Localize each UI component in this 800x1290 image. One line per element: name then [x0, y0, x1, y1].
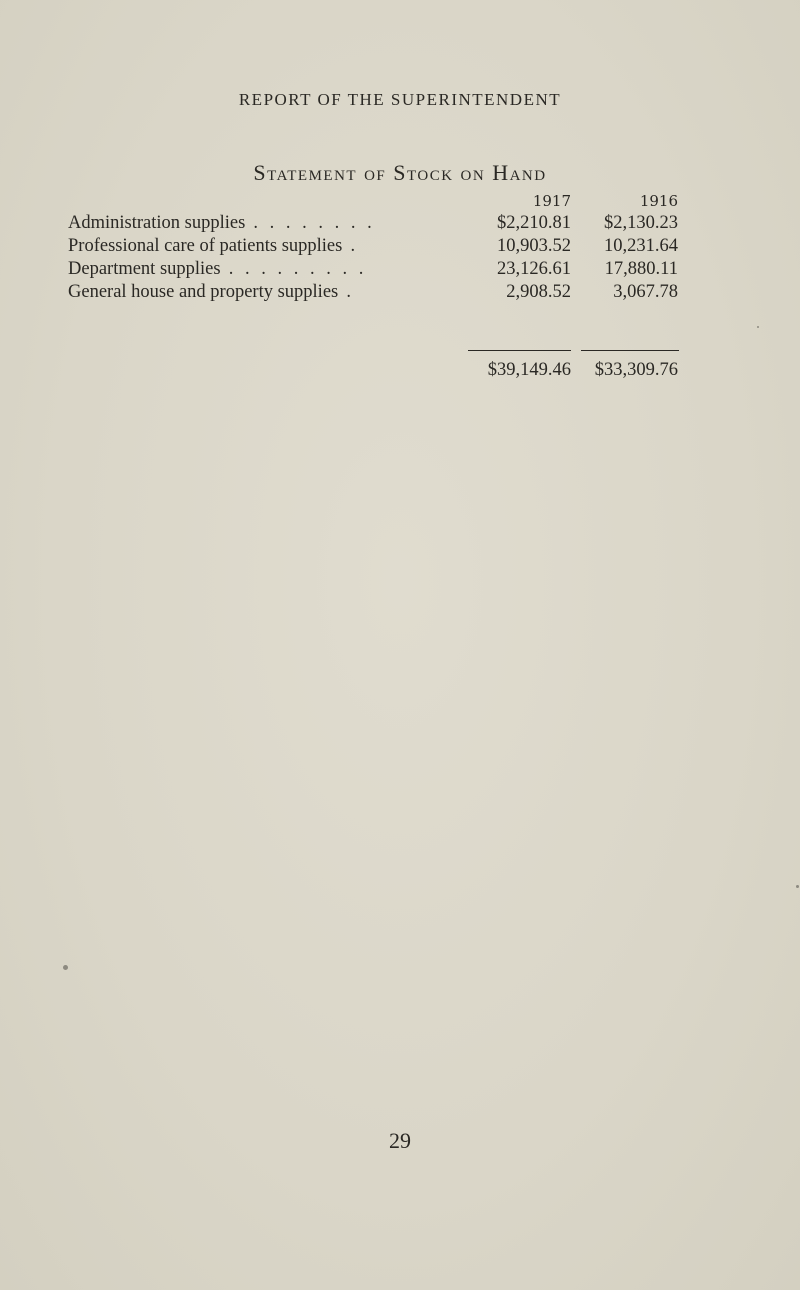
value-1917: 23,126.61 — [497, 259, 571, 279]
row-label — [68, 258, 453, 281]
totals-row — [68, 358, 688, 382]
row-label — [68, 235, 453, 258]
table-header-row — [68, 190, 688, 212]
value-1917: 2,908.52 — [506, 282, 571, 302]
column-header-1917: 1917 — [532, 192, 571, 210]
value-1917: $2,210.81 — [497, 213, 571, 233]
column-header-1916: 1916 — [639, 192, 678, 210]
row-label-text: General house and property supplies — [68, 282, 339, 302]
value-1916: 10,231.64 — [604, 236, 678, 256]
table-row — [68, 212, 688, 235]
row-label — [68, 212, 453, 235]
total-1916: $33,309.76 — [594, 360, 678, 380]
row-label-text: Professional care of patients supplies — [68, 236, 343, 256]
table-row — [68, 258, 688, 281]
dot-leader: . — [342, 236, 359, 256]
row-label — [68, 281, 453, 304]
row-label-text: Department supplies — [68, 259, 221, 279]
row-label-text: Administration supplies — [68, 213, 246, 233]
page-title: Statement of Stock on Hand — [253, 160, 547, 185]
paper-speck — [63, 965, 68, 970]
total-rule-1916 — [581, 350, 679, 351]
table-row — [68, 281, 688, 304]
dot-leader: . . . . . . . . — [245, 213, 376, 233]
table-row — [68, 235, 688, 258]
value-1916: 17,880.11 — [604, 259, 678, 279]
paper-speck — [757, 326, 759, 328]
value-1916: 3,067.78 — [613, 282, 678, 302]
page-number: 29 — [389, 1128, 411, 1153]
running-head: REPORT OF THE SUPERINTENDENT — [238, 90, 562, 109]
dot-leader: . — [338, 282, 355, 302]
value-1917: 10,903.52 — [497, 236, 571, 256]
paper-speck — [796, 885, 799, 888]
value-1916: $2,130.23 — [604, 213, 678, 233]
total-1917: $39,149.46 — [487, 360, 571, 380]
total-rule-1917 — [468, 350, 571, 351]
stock-table — [68, 190, 688, 304]
dot-leader: . . . . . . . . . — [220, 259, 367, 279]
